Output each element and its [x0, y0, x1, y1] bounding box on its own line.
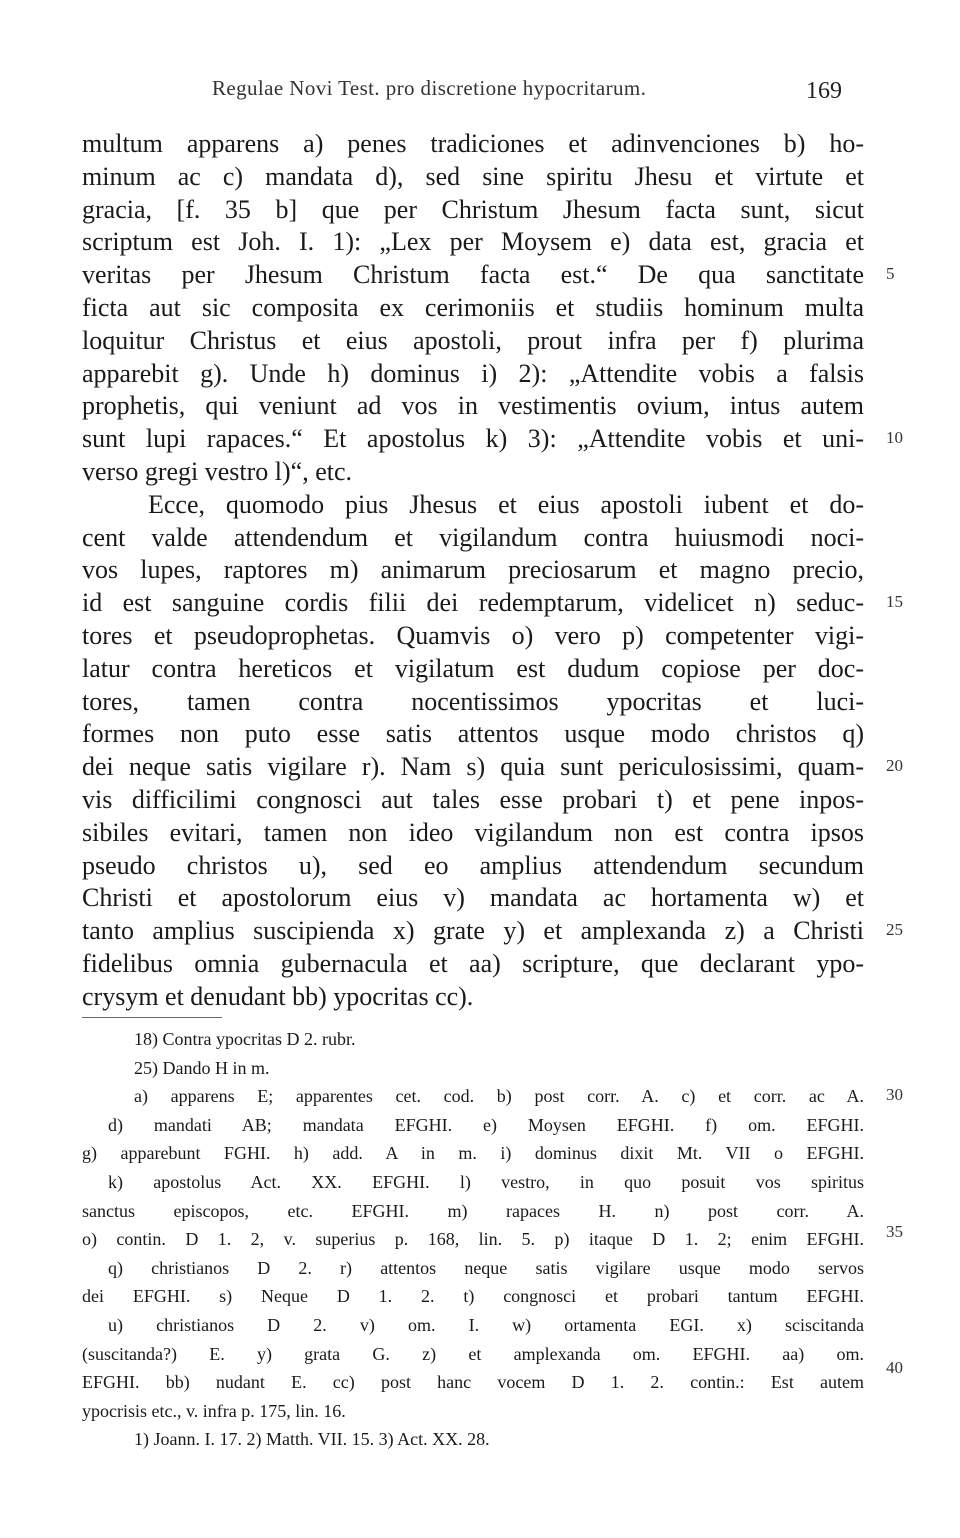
apparatus-line: g) apparebunt FGHI. h) add. A in m. i) dominus dixit Mt. VII o EFGHI.	[82, 1143, 864, 1164]
text-line: id est sanguine cordis filii dei redemptarum, videlicet n) seduc-	[82, 588, 864, 618]
text-line: minum ac c) mandata d), sed sine spiritu Jhesu et virtute et	[82, 161, 864, 191]
text-line: tanto amplius suscipienda x) grate y) et amplexanda z) a Christi	[82, 916, 864, 946]
line-number: 10	[886, 428, 903, 447]
footnote-divider	[82, 1017, 222, 1018]
text-line: pseudo christos u), sed eo amplius attendendum secundum	[82, 850, 864, 880]
text-line: veritas per Jhesum Christum facta est.“ De qua sanctitate	[82, 260, 864, 290]
text-line: cent valde attendendum et vigilandum contra huiusmodi noci-	[82, 522, 864, 552]
text-line: crysym et denudant bb) ypocritas cc).	[82, 981, 474, 1011]
text-line: latur contra hereticos et vigilatum est dudum copiose per doc-	[82, 653, 864, 683]
text-line: tores et pseudoprophetas. Quamvis o) vero p) competenter vigi-	[82, 620, 864, 650]
text-line: prophetis, qui veniunt ad vos in vestimentis ovium, intus autem	[82, 391, 864, 421]
apparatus-line: (suscitanda?) E. y) grata G. z) et amplexanda om. EFGHI. aa) om.	[82, 1343, 864, 1364]
text-line: fidelibus omnia gubernacula et aa) scripture, que declarant ypo-	[82, 948, 864, 978]
critical-apparatus	[82, 1025, 864, 1454]
page-number: 169	[806, 78, 842, 104]
text-line: tores, tamen contra nocentissimos ypocritas et luci-	[82, 686, 864, 716]
line-number: 25	[886, 920, 903, 939]
apparatus-line: a) apparens E; apparentes cet. cod. b) post corr. A. c) et corr. ac A.	[134, 1086, 864, 1107]
apparatus-line: u) christianos D 2. v) om. I. w) ortamenta EGI. x) sciscitanda	[108, 1314, 864, 1335]
apparatus-line: 1) Joann. I. 17. 2) Matth. VII. 15. 3) Act. XX. 28.	[134, 1429, 490, 1450]
apparatus-line: dei EFGHI. s) Neque D 1. 2. t) congnosci et probari tantum EFGHI.	[82, 1286, 864, 1307]
running-header	[0, 76, 960, 106]
text-line: Ecce, quomodo pius Jhesus et eius apostoli iubent et do-	[148, 489, 864, 519]
line-number: 30	[886, 1085, 903, 1104]
main-text	[82, 128, 864, 1014]
text-line: multum apparens a) penes tradiciones et adinvenciones b) ho-	[82, 129, 864, 158]
line-number: 40	[886, 1358, 903, 1377]
running-title: Regulae Novi Test. pro discretione hypocritarum.	[212, 76, 647, 100]
line-number: 20	[886, 756, 903, 775]
text-line: gracia, [f. 35 b] que per Christum Jhesum facta sunt, sicut	[82, 194, 864, 224]
text-line: sunt lupi rapaces.“ Et apostolus k) 3): „Attendite vobis et uni-	[82, 424, 864, 454]
text-line: verso gregi vestro l)“, etc.	[82, 456, 353, 486]
line-number: 15	[886, 592, 903, 611]
text-line: apparebit g). Unde h) dominus i) 2): „Attendite vobis a falsis	[82, 358, 864, 388]
apparatus-line: 18) Contra ypocritas D 2. rubr.	[134, 1029, 356, 1049]
text-line: vos lupes, raptores m) animarum preciosarum et magno precio,	[82, 555, 864, 585]
apparatus-line: o) contin. D 1. 2, v. superius p. 168, lin. 5. p) itaque D 1. 2; enim EFGHI.	[82, 1229, 864, 1250]
text-line: loquitur Christus et eius apostoli, prout infra per f) plurima	[82, 325, 864, 355]
apparatus-line: sanctus episcopos, etc. EFGHI. m) rapaces H. n) post corr. A.	[82, 1200, 864, 1221]
text-line: sibiles evitari, tamen non ideo vigilandum non est contra ipsos	[82, 817, 864, 847]
apparatus-line: 25) Dando H in m.	[134, 1057, 270, 1078]
apparatus-line: k) apostolus Act. XX. EFGHI. l) vestro, in quo posuit vos spiritus	[108, 1171, 864, 1192]
text-line: Christi et apostolorum eius v) mandata ac hortamenta w) et	[82, 883, 864, 913]
apparatus-line: d) mandati AB; mandata EFGHI. e) Moysen EFGHI. f) om. EFGHI.	[108, 1114, 864, 1135]
text-line: formes non puto esse satis attentos usque modo christos q)	[82, 719, 864, 749]
line-number: 35	[886, 1222, 903, 1241]
text-line: dei neque satis vigilare r). Nam s) quia sunt periculosissimi, quam-	[82, 752, 864, 782]
apparatus-line: q) christianos D 2. r) attentos neque satis vigilare usque modo servos	[108, 1257, 864, 1278]
apparatus-line: EFGHI. bb) nudant E. cc) post hanc vocem D 1. 2. contin.: Est autem	[82, 1372, 864, 1393]
apparatus-line: ypocrisis etc., v. infra p. 175, lin. 16.	[82, 1400, 346, 1421]
text-line: ficta aut sic composita ex cerimoniis et studiis hominum multa	[82, 292, 864, 322]
text-line: scriptum est Joh. I. 1): „Lex per Moysem e) data est, gracia et	[82, 227, 864, 257]
line-number: 5	[886, 264, 895, 283]
text-line: vis difficilimi congnosci aut tales esse probari t) et pene inpos-	[82, 784, 864, 814]
